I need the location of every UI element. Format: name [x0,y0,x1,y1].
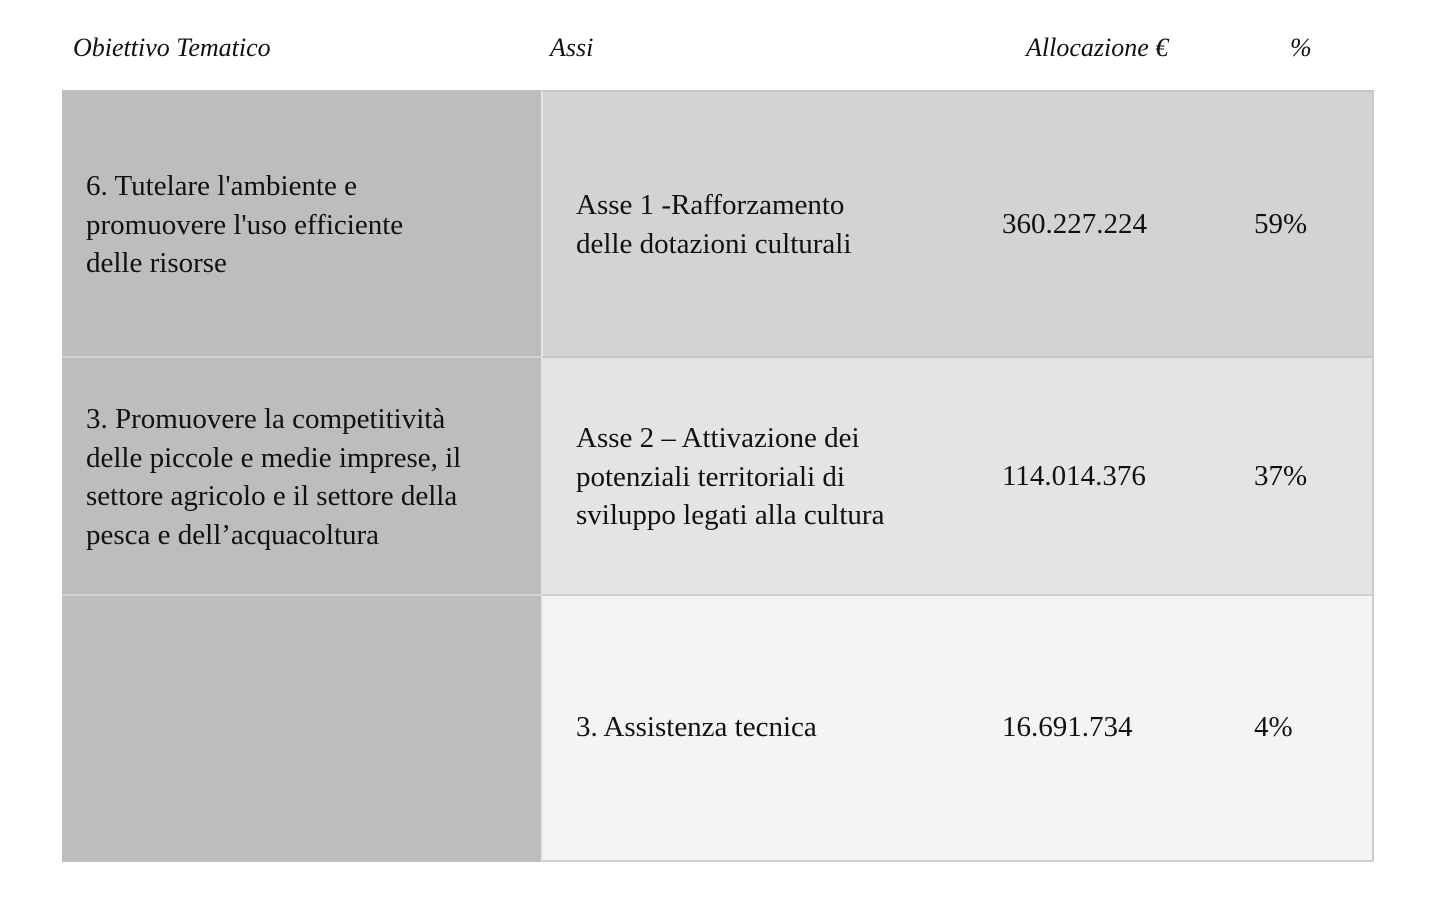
obiettivo-line: 3. Promuovere la competitività [86,403,446,435]
obiettivo-text-2 [86,400,461,554]
allocation-table [62,90,1374,862]
header-assi: Assi [550,33,594,62]
obiettivo-line: pesca e dell’acquacoltura [86,518,380,551]
obiettivo-line: promuovere l'uso efficiente [86,208,404,241]
obiettivo-text-1 [86,167,403,283]
obiettivo-line: delle risorse [86,247,227,279]
obiettivo-line: 6. Tutelare l'ambiente e [86,170,357,202]
obiettivo-line: delle piccole e medie imprese, il [86,441,462,474]
allocazione-value-2: 114.014.376 [1002,460,1146,492]
percent-value-3: 4% [1254,711,1293,743]
asse-line: Asse 2 – Attivazione dei [576,422,860,454]
percent-value-1: 59% [1254,208,1308,240]
asse-line: potenziali territoriali di [576,460,845,493]
obiettivo-line: settore agricolo e il settore della [86,480,458,512]
asse-line: Asse 1 -Rafforzamento [576,189,845,221]
allocazione-value-3: 16.691.734 [1002,711,1133,743]
allocazione-value-1: 360.227.224 [1002,208,1147,240]
asse-text-3 [576,708,817,747]
percent-value-2: 37% [1254,460,1308,492]
asse-line: sviluppo legati alla cultura [576,499,885,531]
header-obiettivo-tematico: Obiettivo Tematico [73,33,271,62]
asse-text-2 [576,419,884,535]
header-percent: % [1290,33,1312,62]
asse-line: delle dotazioni culturali [576,227,852,260]
obiettivo-cell-3 [62,596,541,862]
header-allocazione: Allocazione € [1026,33,1169,62]
asse-line: 3. Assistenza tecnica [576,711,817,743]
asse-text-1 [576,186,851,263]
